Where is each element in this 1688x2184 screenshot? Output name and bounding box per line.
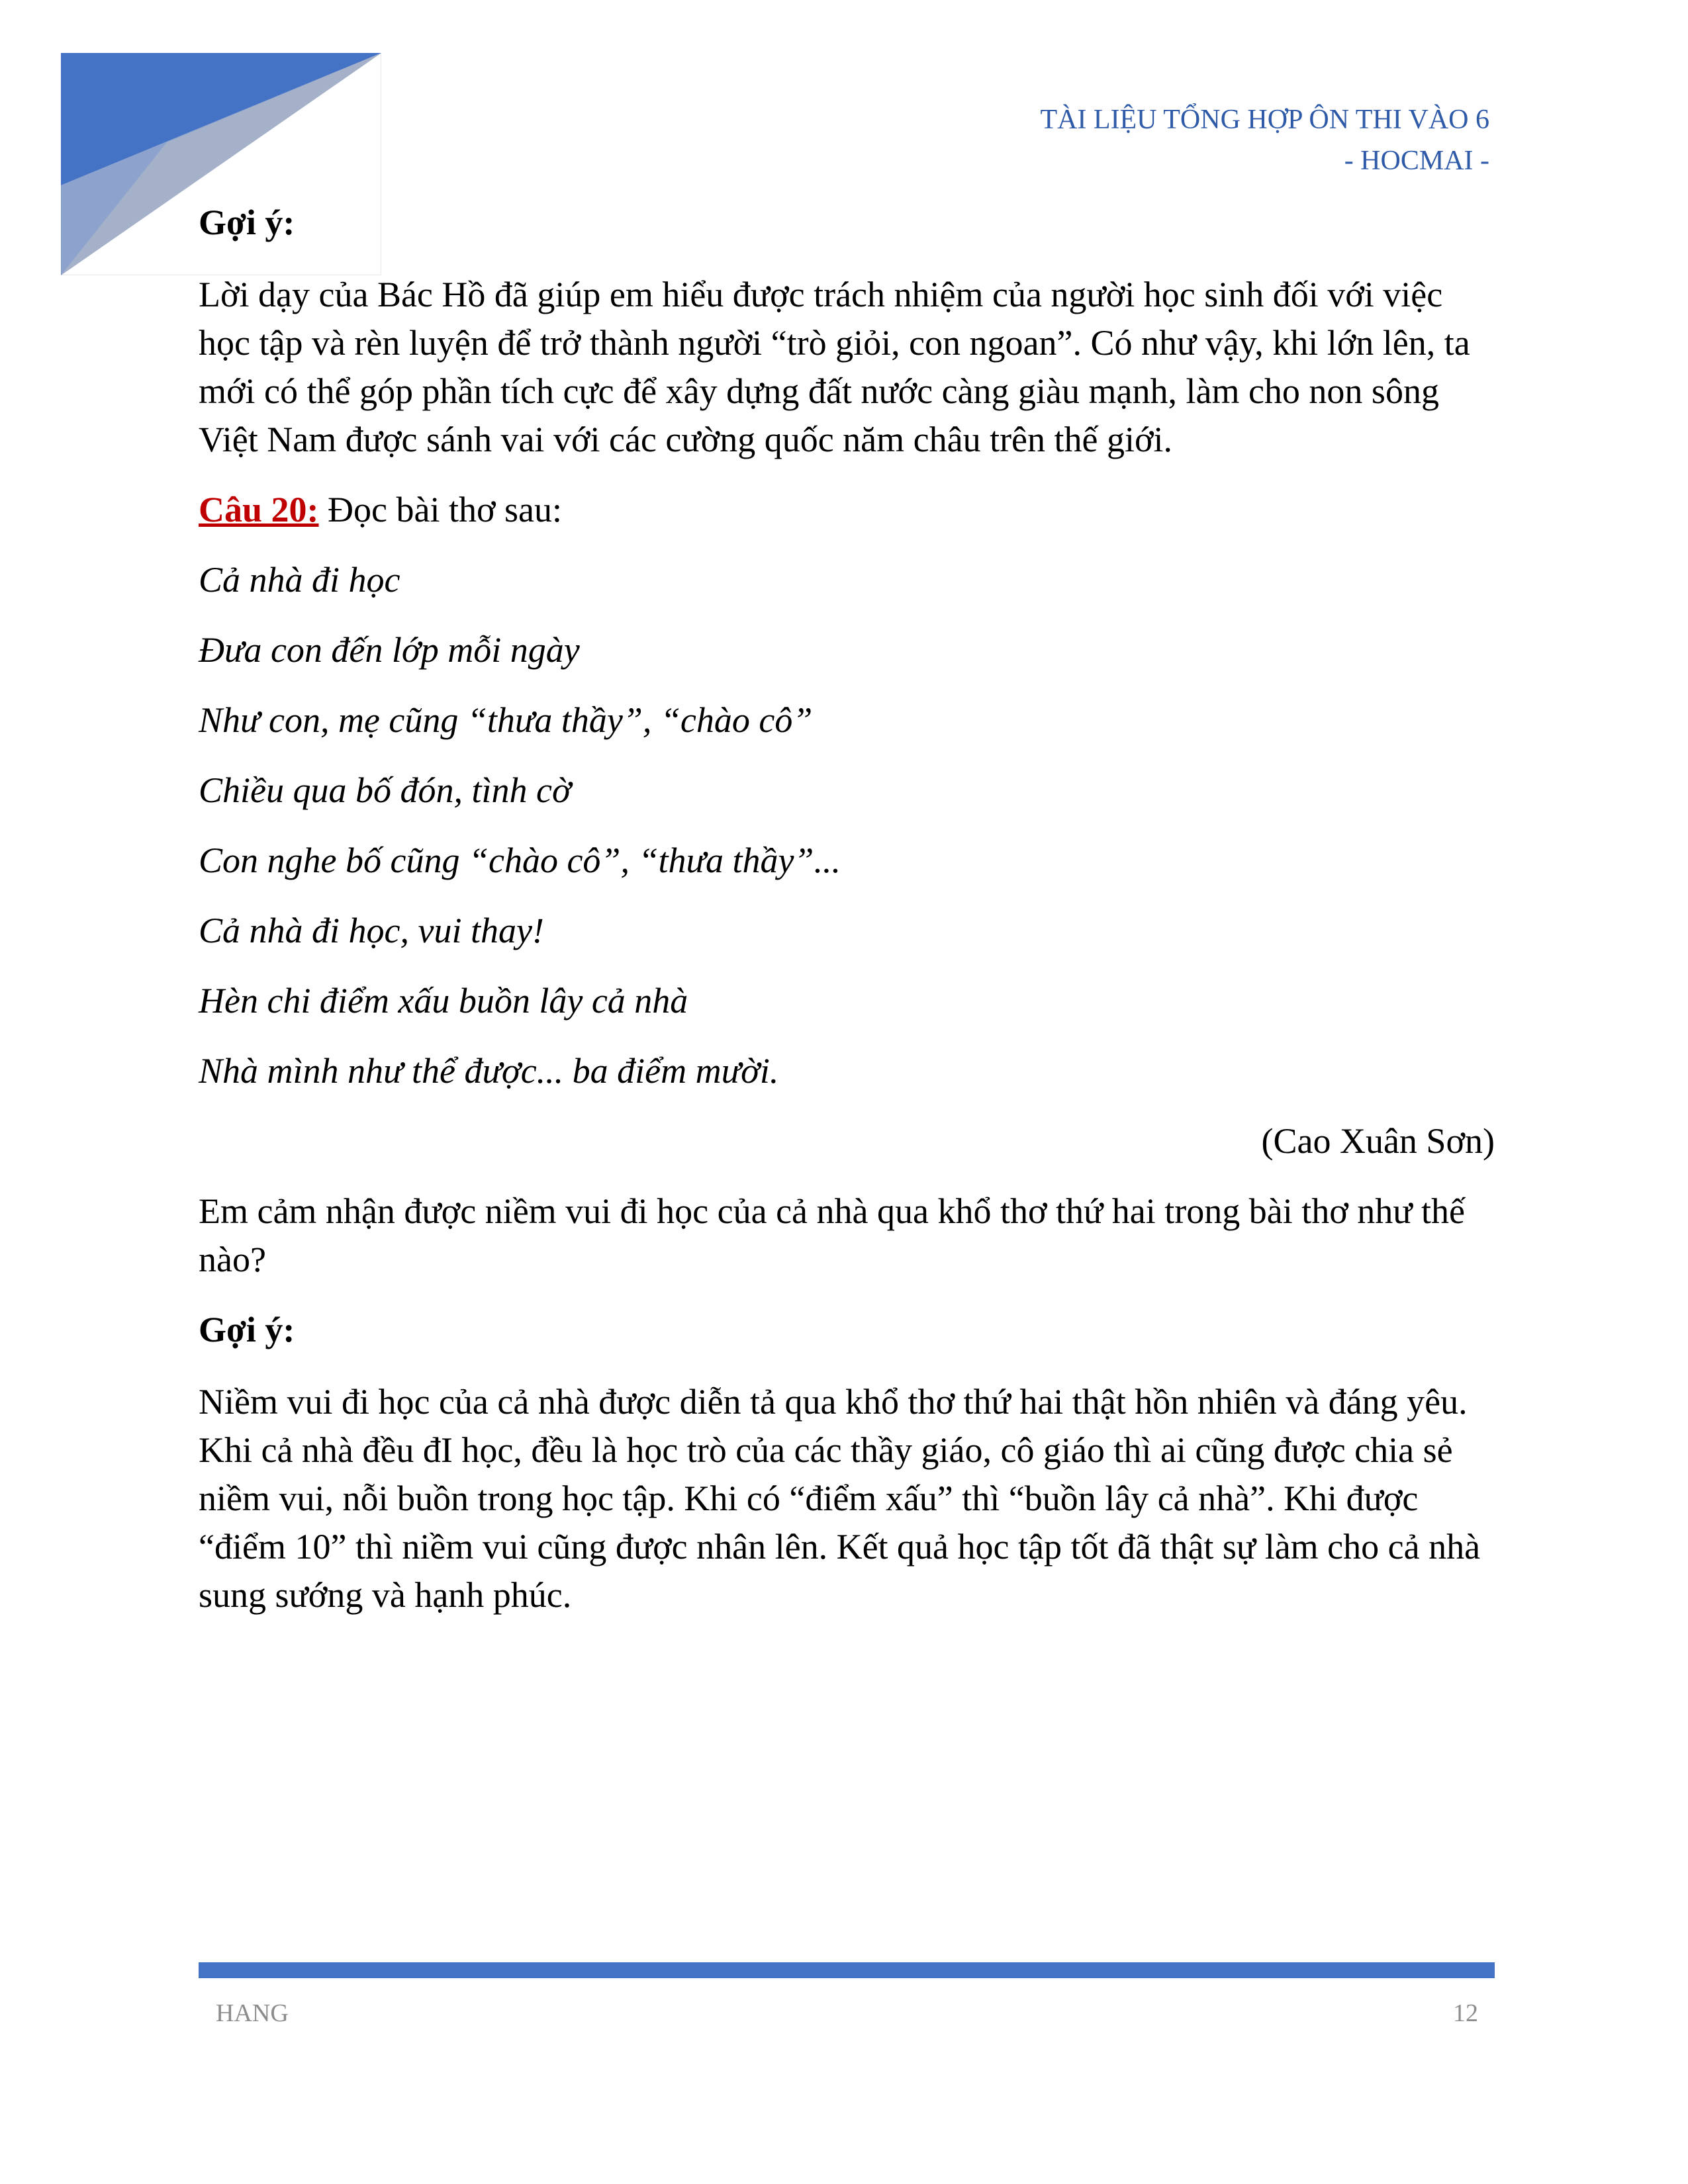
question-text: Em cảm nhận được niềm vui đi học của cả nhà qua khổ thơ thứ hai trong bài thơ như thế nào? [199,1191,1465,1279]
page-number: 12 [1453,1999,1478,2027]
poem-line: Nhà mình như thể được... ba điểm mười. [199,1051,779,1091]
question-heading [199,486,1495,534]
poem-line: Cả nhà đi học [199,560,400,600]
poem-line: Chiều qua bố đón, tình cờ [199,770,571,810]
hint-paragraph: Lời dạy của Bác Hồ đã giúp em hiểu được trách nhiệm của người học sinh đối với việc học tập và rèn luyện để trở thành người “trò giỏi, con ngoan”. Có như vậy, khi lớn lên, ta mới có thể góp phần tích cực để xây dựng đất nước càng giàu mạnh, làm cho non sông Việt Nam được sánh vai với các cường quốc năm châu trên thế giới. [199,275,1470,459]
page-content [199,199,1495,1641]
header-subtitle: - HOCMAI - [1344,146,1489,176]
question-prompt: Đọc bài thơ sau: [318,490,562,529]
header-title: TÀI LIỆU TỔNG HỢP ÔN THI VÀO 6 [1040,105,1489,135]
footer-divider [199,1962,1495,1978]
question-label: Câu 20: [199,490,319,529]
poem-line: Đưa con đến lớp mỗi ngày [199,630,580,670]
hint-paragraph: Niềm vui đi học của cả nhà được diễn tả qua khổ thơ thứ hai thật hồn nhiên và đáng yêu. Khi cả nhà đều đI học, đều là học trò của các thầy giáo, cô giáo thì ai cũng được chia sẻ niềm vui, nỗi buồn trong học tập. Khi có “điểm xấu” thì “buồn lây cả nhà”. Khi được “điểm 10” thì niềm vui cũng được nhân lên. Kết quả học tập tốt đã thật sự làm cho cả nhà sung sướng và hạnh phúc. [199,1382,1481,1615]
document-header [1040,99,1489,181]
poem [199,556,1495,1095]
poem-line: Như con, mẹ cũng “thưa thầy”, “chào cô” [199,700,813,740]
hint-heading: Gợi ý: [199,1310,295,1349]
hint-heading: Gợi ý: [199,203,295,242]
poem-line: Hèn chi điểm xấu buồn lây cả nhà [199,981,688,1021]
poem-author: (Cao Xuân Sơn) [1261,1121,1495,1161]
poem-line: Con nghe bố cũng “chào cô”, “thưa thầy”... [199,841,841,880]
poem-line: Cả nhà đi học, vui thay! [199,911,544,950]
footer-label: HANG [216,1999,289,2027]
